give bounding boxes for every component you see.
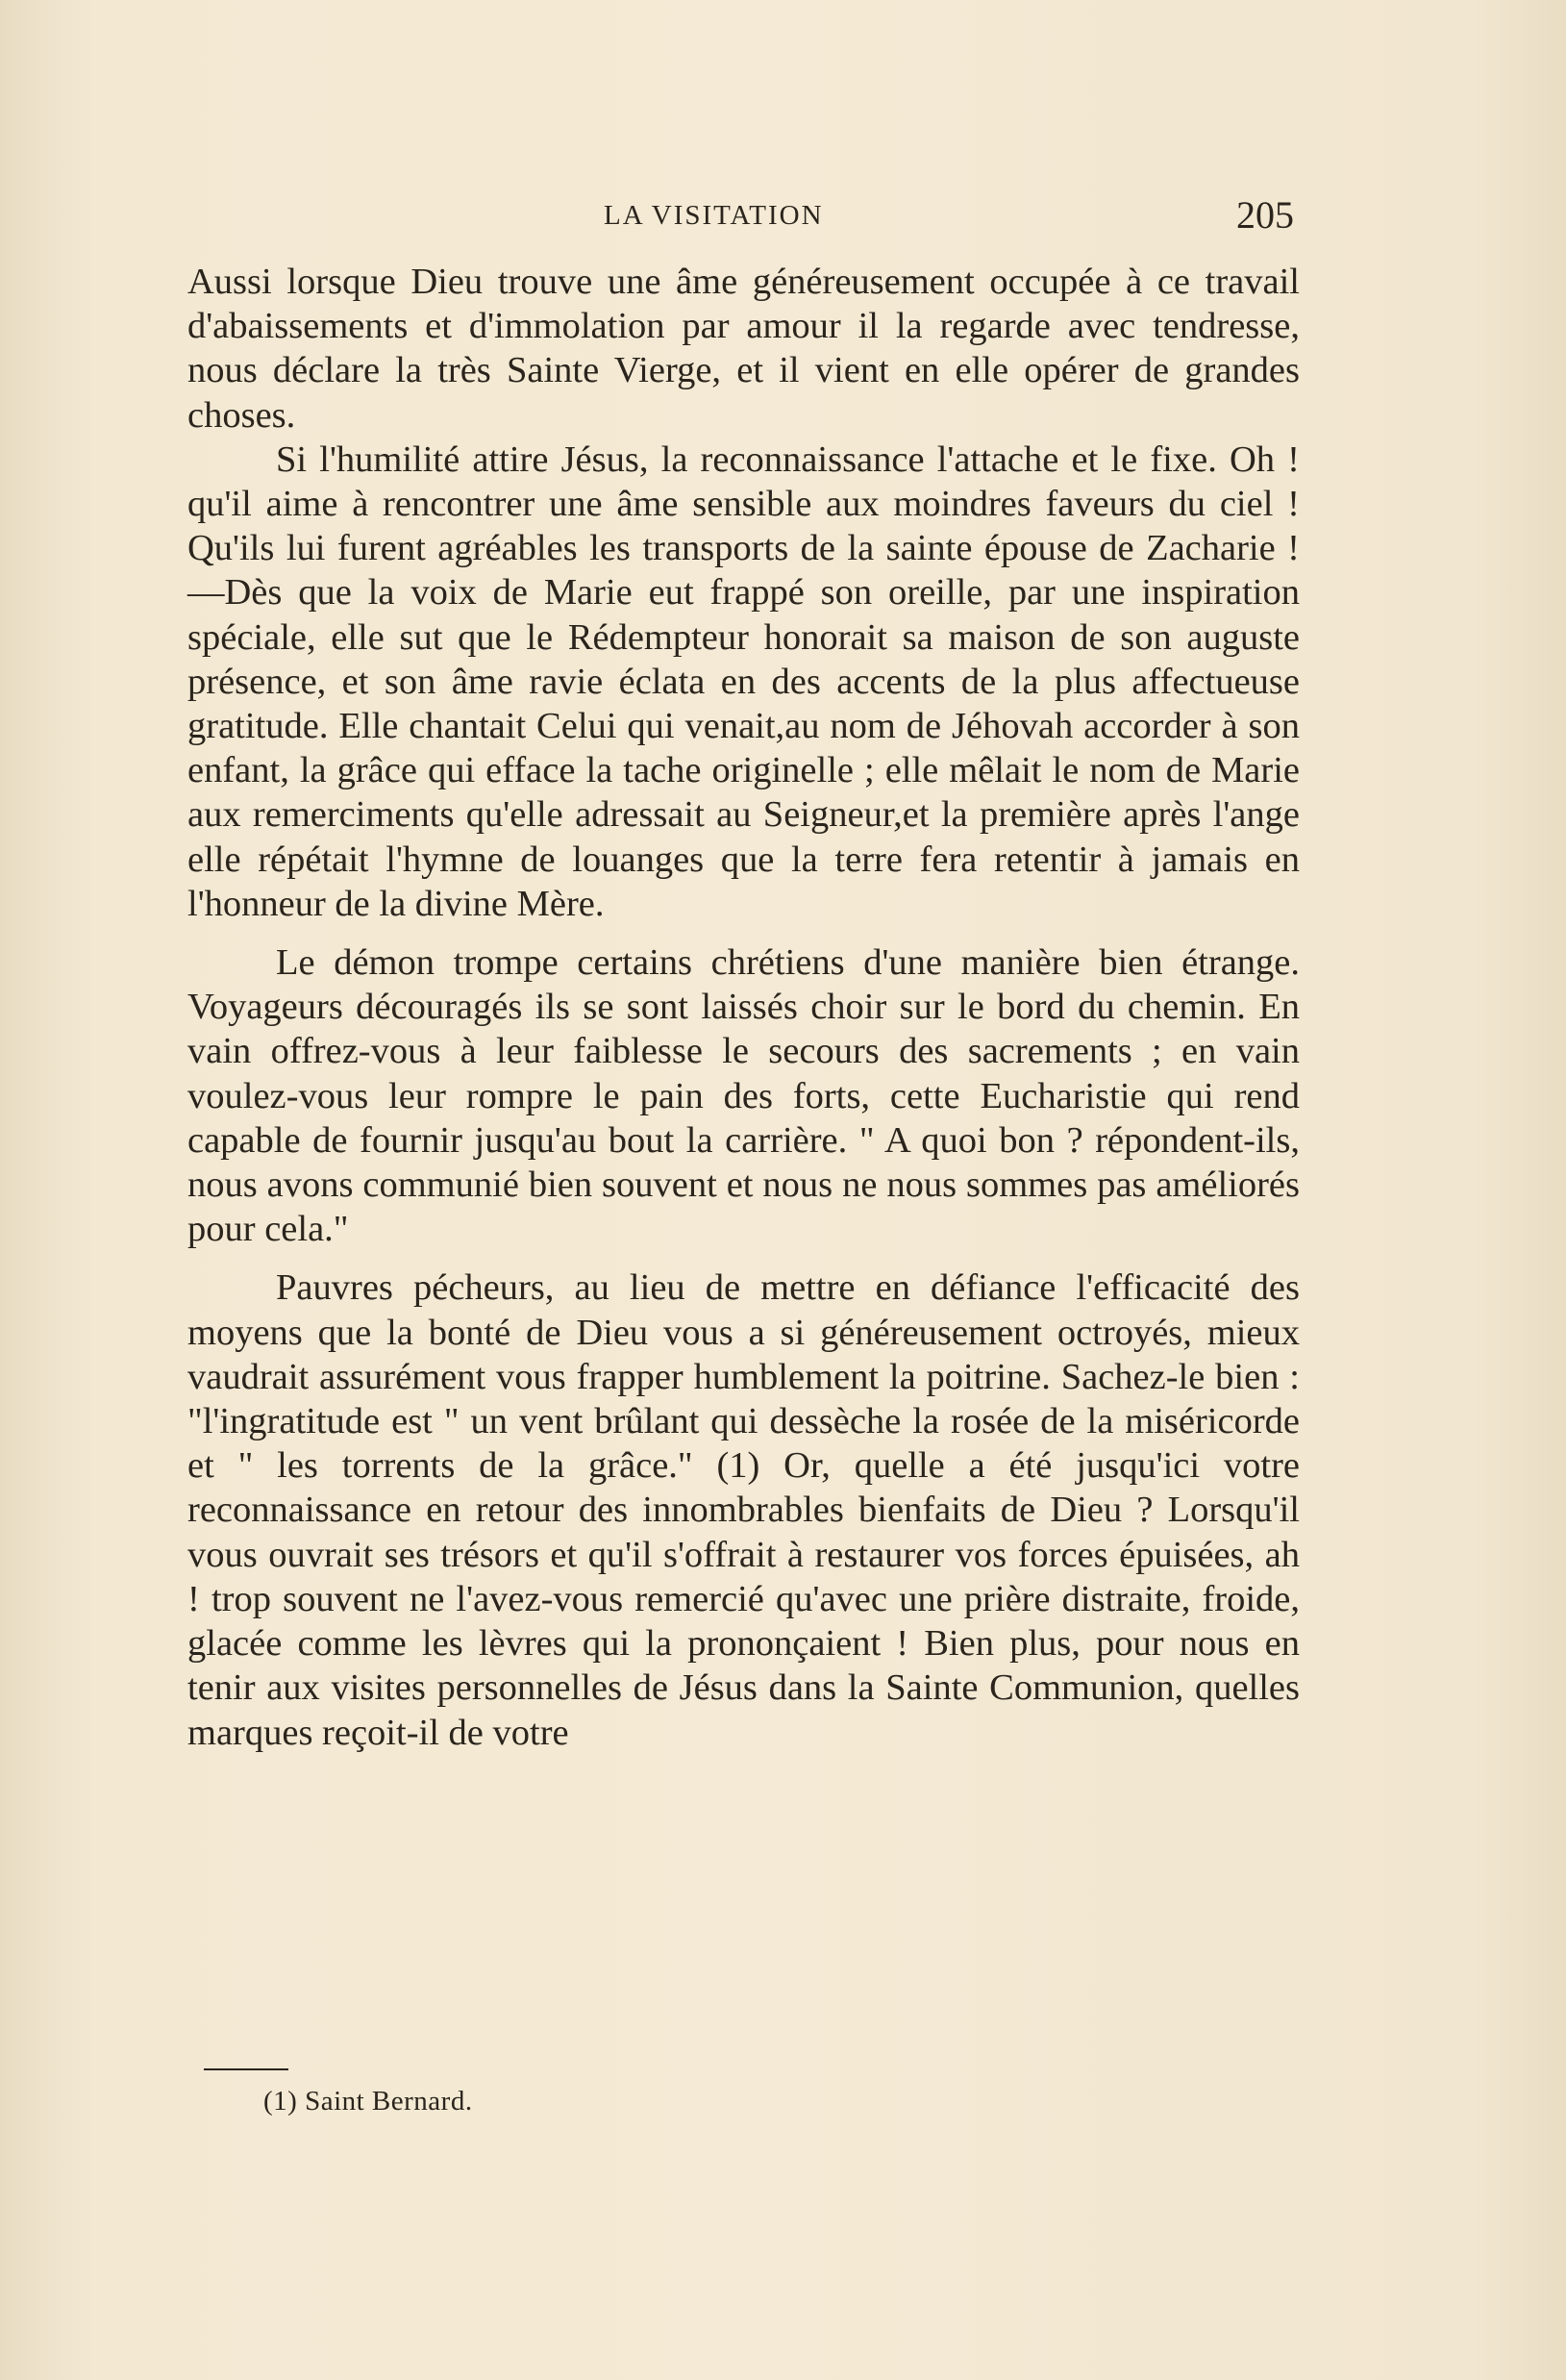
body-text bbox=[187, 260, 1300, 1755]
paragraph-1: Aussi lorsque Dieu trouve une âme généreusement occupée à ce travail d'abaissements et d'immolation par amour il la regarde avec tendresse, nous déclare la très Sainte Vierge, et il vient en elle opérer de grandes choses. bbox=[187, 262, 1300, 436]
paragraph-3: Le démon trompe certains chrétiens d'une manière bien étrange. Voyageurs découragés ils se sont laissés choir sur le bord du chemin. En vain offrez-vous à leur faiblesse le secours des sacrements ; en vain voulez-vous leur rompre le pain des forts, cette Eucharistie qui rend capable de fournir jusqu'au bout la carrière. " A quoi bon ? répondent-ils, nous avons communié bien souvent et nous ne nous sommes pas améliorés pour cela." bbox=[187, 942, 1300, 1250]
page-number: 205 bbox=[1236, 193, 1294, 237]
paragraph-2: Si l'humilité attire Jésus, la reconnaissance l'attache et le fixe. Oh ! qu'il aime à rencontrer une âme sensible aux moindres faveurs du ciel ! Qu'ils lui furent agréables les transports de la sainte épouse de Zacharie !—Dès que la voix de Marie eut frappé son oreille, par une inspiration spéciale, elle sut que le Rédempteur honorait sa maison de son auguste présence, et son âme ravie éclata en des accents de la plus affectueuse gratitude. Elle chantait Celui qui venait,au nom de Jéhovah accorder à son enfant, la grâce qui efface la tache originelle ; elle mêlait le nom de Marie aux remerciments qu'elle adressait au Seigneur,et la première après l'ange elle répétait l'hymne de louanges que la terre fera retentir à jamais en l'honneur de la divine Mère. bbox=[187, 438, 1300, 924]
page-header bbox=[190, 193, 1296, 237]
footnote-rule bbox=[204, 2068, 288, 2070]
running-title: LA VISITATION bbox=[604, 200, 824, 231]
footnote: (1) Saint Bernard. bbox=[263, 2086, 473, 2117]
paragraph-4: Pauvres pécheurs, au lieu de mettre en défiance l'efficacité des moyens que la bonté de Dieu vous a si généreusement octroyés, mieux vaudrait assurément vous frapper humblement la poitrine. Sachez-le bien : "l'ingratitude est " un vent brûlant qui dessèche la rosée de la miséricorde et " les torrents de la grâce." (1) Or, quelle a été jusqu'ici votre reconnaissance en retour des innombrables bienfaits de Dieu ? Lorsqu'il vous ouvrait ses trésors et qu'il s'offrait à restaurer vos forces épuisées, ah ! trop souvent ne l'avez-vous remercié qu'avec une prière distraite, froide, glacée comme les lèvres qui la prononçaient ! Bien plus, pour nous en tenir aux visites personnelles de Jésus dans la Sainte Communion, quelles marques reçoit-il de votre bbox=[187, 1267, 1300, 1753]
